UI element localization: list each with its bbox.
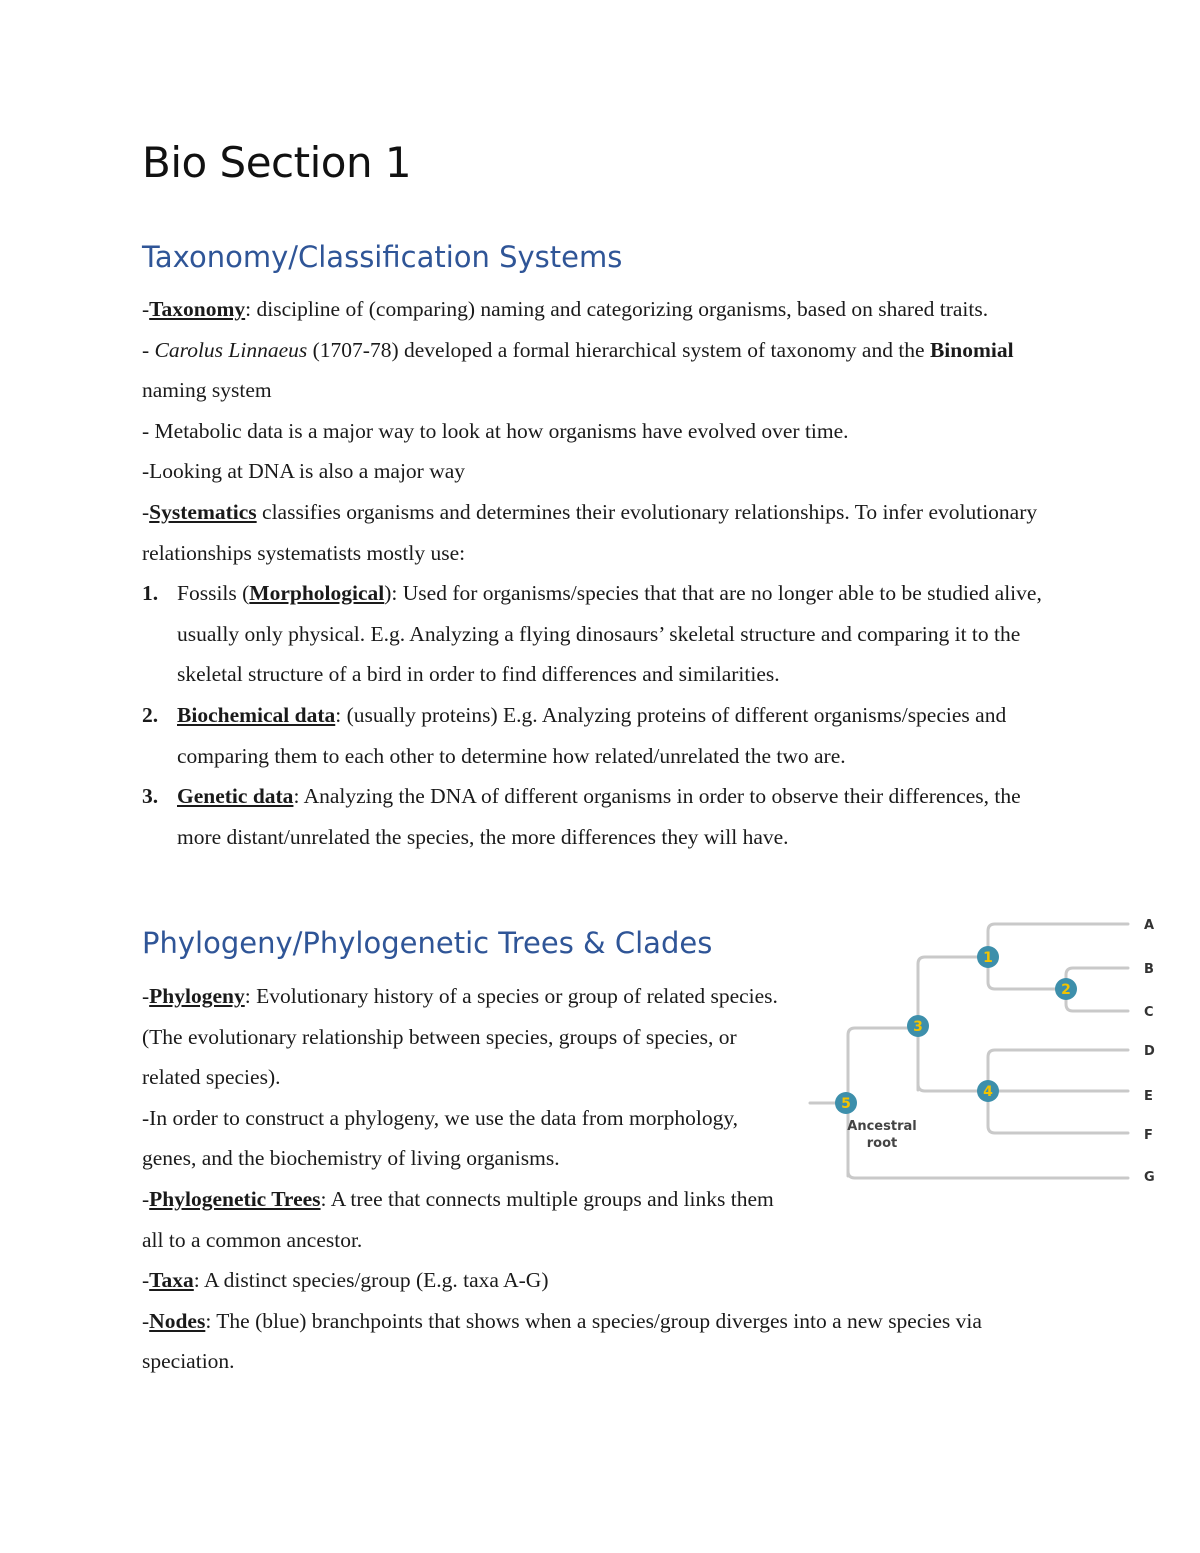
term-phylogeny: Phylogeny bbox=[149, 984, 245, 1008]
list-item: 3. Genetic data: Analyzing the DNA of different organisms in order to observe their differences, the more distant/unrelated the species, the more differences they will have. bbox=[142, 784, 1021, 849]
taxon-label-C: C bbox=[1144, 1005, 1154, 1020]
linnaeus-note: - Carolus Linnaeus (1707-78) developed a formal hierarchical system of taxonomy and the Binomial naming system bbox=[142, 337, 1014, 403]
taxon-label-B: B bbox=[1144, 962, 1154, 977]
taxonomy-section-body bbox=[142, 289, 1042, 857]
node-5-label: 5 bbox=[841, 1096, 851, 1112]
term-nodes: Nodes bbox=[149, 1308, 206, 1333]
taxon-label-D: D bbox=[1144, 1044, 1155, 1059]
phylogeny-section-body-narrow bbox=[142, 976, 787, 1260]
term-taxa: Taxa bbox=[149, 1268, 194, 1292]
term-biochemical-data: Biochemical data bbox=[177, 702, 336, 727]
dna-note: -Looking at DNA is also a major way bbox=[142, 459, 466, 484]
taxon-label-G: G bbox=[1144, 1170, 1155, 1185]
list-item: 2. Biochemical data: (usually proteins) E.g. Analyzing proteins of different organisms/species and comparing them to each other to determine how related/unrelated the two are. bbox=[142, 702, 1007, 768]
branch-F bbox=[988, 1091, 1128, 1133]
tree-node-1 bbox=[977, 946, 999, 968]
taxon-label-F: F bbox=[1144, 1128, 1153, 1143]
ancestral-root-label-line1: Ancestral bbox=[847, 1119, 917, 1134]
nodes-definition: -Nodes: The (blue) branchpoints that shows when a species/group diverges into a new species via speciation. bbox=[142, 1308, 982, 1374]
document-title: Bio Section 1 bbox=[142, 138, 412, 187]
construct-note: -In order to construct a phylogeny, we use the data from morphology, genes, and the biochemistry of living organisms. bbox=[142, 1105, 739, 1171]
term-morphological: Morphological bbox=[249, 581, 385, 606]
node-3-label: 3 bbox=[913, 1019, 923, 1035]
branch-node5 bbox=[848, 1028, 918, 1176]
taxon-label-A: A bbox=[1144, 918, 1155, 933]
taxonomy-definition: -Taxonomy: discipline of (comparing) naming and categorizing organisms, based on shared traits. bbox=[142, 297, 989, 321]
taxonomy-section-heading: Taxonomy/Classification Systems bbox=[142, 240, 623, 274]
tree-node-5 bbox=[835, 1092, 857, 1114]
metabolic-note: - Metabolic data is a major way to look at how organisms have evolved over time. bbox=[142, 418, 849, 443]
node-4-label: 4 bbox=[983, 1084, 993, 1100]
linnaeus-name: Carolus Linnaeus bbox=[154, 337, 308, 362]
phylogenetic-trees-definition: -Phylogenetic Trees: A tree that connects multiple groups and links them all to a common ancestor. bbox=[142, 1186, 774, 1252]
term-phylogenetic-trees: Phylogenetic Trees bbox=[149, 1186, 321, 1211]
branch-A bbox=[988, 924, 1128, 957]
node-1-label: 1 bbox=[983, 950, 993, 966]
branch-G bbox=[848, 1171, 1128, 1178]
phylogeny-section-body-wide bbox=[142, 1260, 1042, 1382]
phylogeny-definition: -Phylogeny: Evolutionary history of a species or group of related species. (The evolutionary relationship between species, groups of species, or related species). bbox=[142, 984, 778, 1090]
term-genetic-data: Genetic data bbox=[177, 784, 294, 809]
term-taxonomy: Taxonomy bbox=[149, 297, 246, 321]
phylogeny-section-heading: Phylogeny/Phylogenetic Trees & Clades bbox=[142, 926, 713, 960]
branch-D bbox=[988, 1050, 1128, 1091]
branch-node1-down bbox=[988, 957, 1066, 989]
tree-node-4 bbox=[977, 1080, 999, 1102]
tree-node-3 bbox=[907, 1015, 929, 1037]
tree-branches bbox=[810, 924, 1128, 1178]
taxa-definition: -Taxa: A distinct species/group (E.g. taxa A-G) bbox=[142, 1268, 549, 1292]
systematics-methods-list bbox=[142, 573, 1042, 857]
taxon-label-E: E bbox=[1144, 1089, 1153, 1104]
ancestral-root-label-line2: root bbox=[866, 1136, 898, 1151]
systematics-definition: -Systematics classifies organisms and determines their evolutionary relationships. To infer evolutionary relationships systematists mostly use: bbox=[142, 499, 1038, 565]
tree-node-2 bbox=[1055, 978, 1077, 1000]
list-item: 1. Fossils (Morphological): Used for organisms/species that that are no longer able to be studied alive, usually only physical. E.g. Analyzing a flying dinosaurs’ skeletal structure and comparing it to the skeletal structure of a bird in order to find differences and similarities. bbox=[142, 581, 1042, 687]
node-2-label: 2 bbox=[1061, 982, 1071, 998]
phylogenetic-tree-figure bbox=[808, 912, 1168, 1192]
term-systematics: Systematics bbox=[149, 499, 257, 524]
term-binomial: Binomial bbox=[929, 337, 1014, 362]
